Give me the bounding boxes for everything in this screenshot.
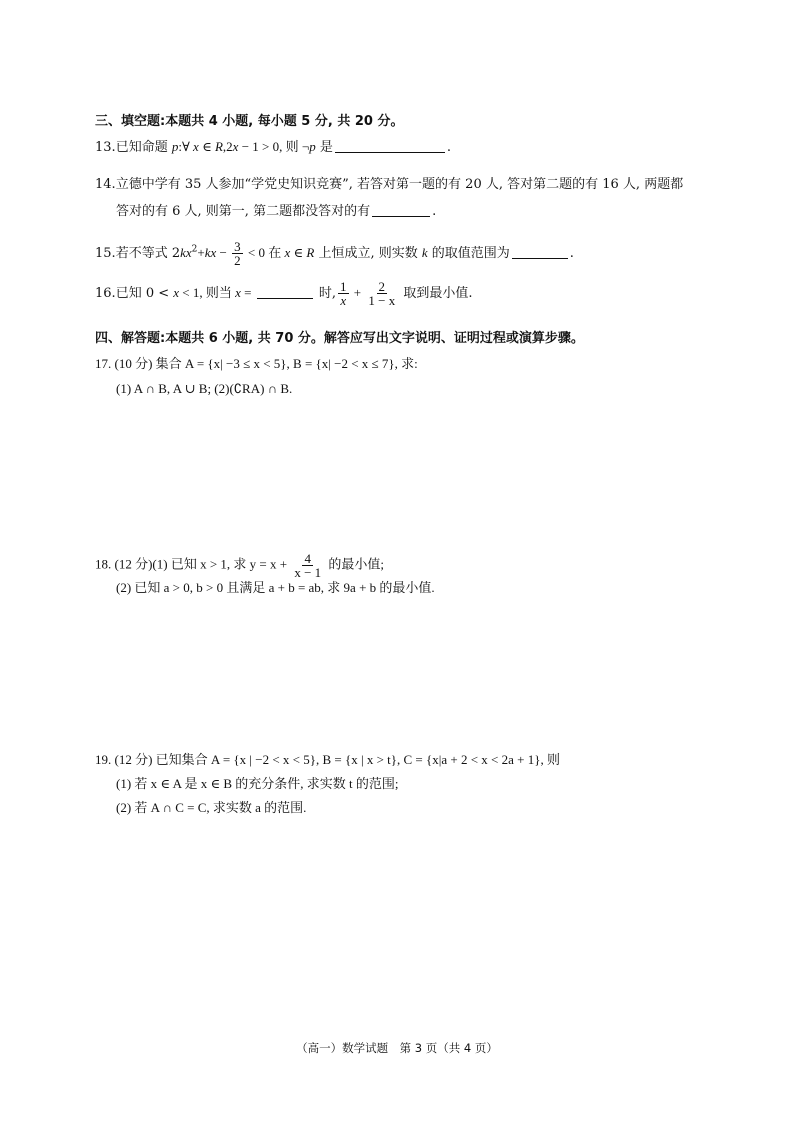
q13-text-a: 已知命题 — [115, 140, 172, 155]
q15-frac-num: 3 — [234, 239, 241, 254]
q13-text-f: 是 — [315, 140, 333, 155]
q13-var-x2: x — [232, 139, 239, 154]
q14-answer-blank[interactable] — [372, 204, 430, 217]
question-19-line-1: 19. (12 分) 已知集合 A = {x | −2 < x < 5}, B = {x | x > t}, C = {x|a + 2 < x < 2a + 1}, 则 — [95, 752, 560, 767]
question-16 — [95, 280, 472, 307]
q15-end: . — [569, 246, 574, 261]
question-13 — [95, 138, 451, 157]
q15-text-e: ∈ — [290, 245, 307, 260]
q16-text-d: 时, — [314, 286, 337, 301]
q13-answer-blank[interactable] — [335, 140, 445, 153]
q16-answer-blank[interactable] — [257, 286, 313, 299]
q16-var-x: x — [173, 285, 180, 300]
q15-var-x: x — [185, 245, 192, 260]
q16-text-c: = — [240, 285, 255, 300]
q15-text-g: 的取值范围为 — [427, 246, 510, 261]
question-19-line-3: (2) 若 A ∩ C = C, 求实数 a 的范围. — [116, 800, 307, 815]
q13-var-p2: p — [309, 139, 316, 154]
q13-var-R: R — [214, 139, 223, 154]
q15-var-x3: x — [284, 245, 291, 260]
question-18-line-1 — [95, 552, 384, 579]
q13-var-x: x — [193, 139, 199, 154]
q16-frac2-num: 2 — [378, 279, 386, 294]
q15-exponent: 2 — [191, 244, 198, 255]
q15-var-k3: k — [421, 245, 428, 260]
q15-frac-den: 2 — [234, 253, 241, 268]
q13-number: 13. — [95, 140, 116, 155]
q18-frac-den: x − 1 — [294, 565, 322, 580]
question-19-line-2: (1) 若 x ∈ A 是 x ∈ B 的充分条件, 求实数 t 的范围; — [116, 776, 399, 791]
q16-frac1-den: x — [340, 293, 347, 308]
q18-line-1-b: 的最小值; — [325, 556, 385, 572]
q16-frac2-den: 1 − x — [368, 293, 396, 308]
q14-line-1-text: 立德中学有 35 人参加“学党史知识竞赛”, 若答对第一题的有 20 人, 答对第二题的有 16 人, 两题都 — [115, 177, 684, 192]
q13-text-d: ,2 — [222, 139, 233, 154]
q18-line-1-a: 18. (12 分)(1) 已知 x > 1, 求 y = x + — [95, 556, 291, 572]
q16-plus: + — [350, 285, 365, 300]
q15-text-c: − — [216, 245, 231, 260]
q15-text-f: 上恒成立, 则实数 — [314, 246, 422, 261]
q15-text-b: + — [197, 245, 205, 260]
question-17-line-2: (1) A ∩ B, A ∪ B; (2)(∁RA) ∩ B. — [116, 381, 293, 396]
question-14-line-2 — [116, 203, 436, 221]
question-14-line-1 — [95, 176, 683, 194]
q15-var-R: R — [306, 245, 315, 260]
question-15 — [95, 240, 574, 267]
q15-fraction — [232, 240, 243, 267]
q16-text-a: 已知 0 < — [115, 286, 174, 301]
q14-number: 14. — [95, 177, 116, 192]
q15-text-a: 若不等式 2 — [115, 246, 181, 261]
page-footer: （高一）数学试题 第 3 页（共 4 页） — [296, 1041, 498, 1055]
q16-fraction-1 — [338, 280, 349, 307]
section-3-title: 三、填空题:本题共 4 小题, 每小题 5 分, 共 20 分。 — [95, 114, 404, 129]
q16-text-b: < 1, 则当 — [179, 285, 236, 300]
q13-var-p: p — [171, 139, 179, 154]
q16-number: 16. — [95, 286, 116, 301]
q16-fraction-2 — [366, 280, 397, 307]
section-4-title: 四、解答题:本题共 6 小题, 共 70 分。解答应写出文字说明、证明过程或演算步骤。 — [95, 331, 584, 346]
q16-var-x2: x — [235, 285, 241, 300]
q14-end: . — [432, 204, 437, 219]
q13-text-c: ∈ — [198, 139, 215, 154]
q18-fraction — [292, 552, 323, 579]
q16-frac1-num: 1 — [340, 279, 347, 294]
q16-text-e: 取到最小值. — [399, 286, 473, 301]
q15-text-d: < 0 在 — [244, 245, 285, 260]
question-17-line-1: 17. (10 分) 集合 A = {x| −3 ≤ x < 5}, B = {x| −2 < x ≤ 7}, 求: — [95, 356, 418, 371]
q15-number: 15. — [95, 246, 116, 261]
q13-text-e: − 1 > 0, 则 ¬ — [238, 139, 310, 154]
q15-answer-blank[interactable] — [512, 246, 568, 259]
q15-var-x2: x — [210, 245, 217, 260]
q13-end: . — [446, 140, 451, 155]
q18-frac-num: 4 — [304, 551, 311, 566]
q14-line-2-text: 答对的有 6 人, 则第一, 第二题都没答对的有 — [116, 204, 371, 219]
q15-var-k2: k — [204, 245, 211, 260]
question-18-line-2: (2) 已知 a > 0, b > 0 且满足 a + b = ab, 求 9a + b 的最小值. — [116, 580, 435, 595]
q15-var-k: k — [180, 245, 186, 260]
q13-text-b: :∀ — [178, 139, 194, 154]
